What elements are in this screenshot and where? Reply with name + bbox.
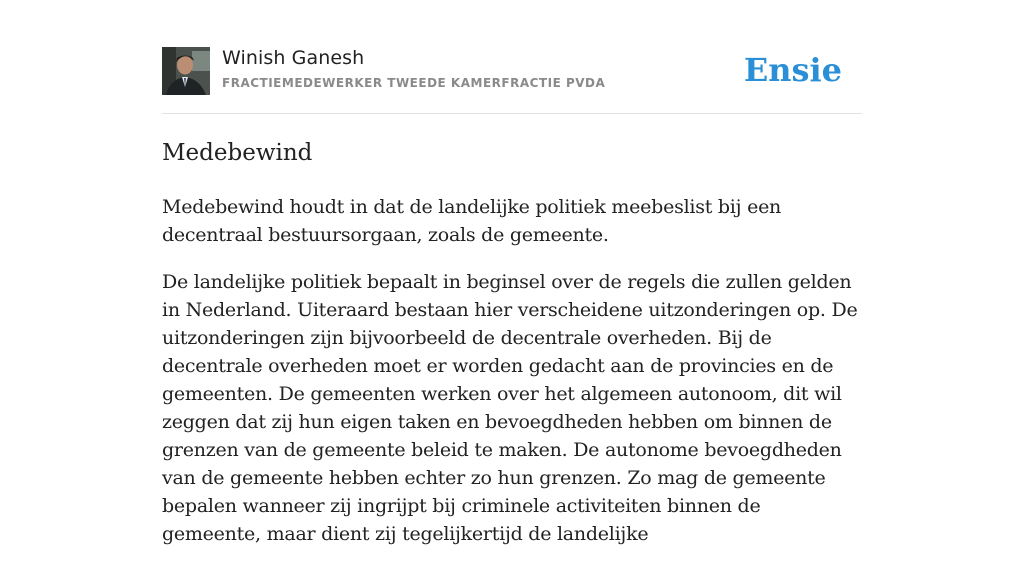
author-header xyxy=(162,46,862,96)
author-role: FRACTIEMEDEWERKER TWEEDE KAMERFRACTIE PVDA xyxy=(222,76,606,90)
header-divider xyxy=(162,113,862,114)
author-avatar[interactable] xyxy=(162,47,210,95)
author-photo xyxy=(162,47,210,95)
article-paragraph: De landelijke politiek bepaalt in beginsel over de regels die zullen gelden in Nederland. Uiteraard bestaan hier verscheidene uitzonderingen op. De uitzonderingen zijn bijvoorbeeld de decentrale overheden. Bij de decentrale overheden moet er worden gedacht aan de provincies en de gemeenten. De gemeenten werken over het algemeen autonoom, dit wil zeggen dat zij hun eigen taken en bevoegdheden hebben om binnen de grenzen van de gemeente beleid te maken. De autonome bevoegdheden van de gemeente hebben echter zo hun grenzen. Zo mag de gemeente bepalen wanneer zij ingrijpt bij criminele activiteiten binnen de gemeente, maar dient zij tegelijkertijd de landelijke xyxy=(162,271,858,545)
article-paragraph: Medebewind houdt in dat de landelijke politiek meebeslist bij een decentraal bestuursorgaan, zoals de gemeente. xyxy=(162,196,782,246)
article-title: Medebewind xyxy=(162,140,313,166)
article-body xyxy=(162,136,862,567)
author-name[interactable]: Winish Ganesh xyxy=(222,47,365,69)
ensie-logo-link[interactable]: Ensie xyxy=(743,51,842,89)
